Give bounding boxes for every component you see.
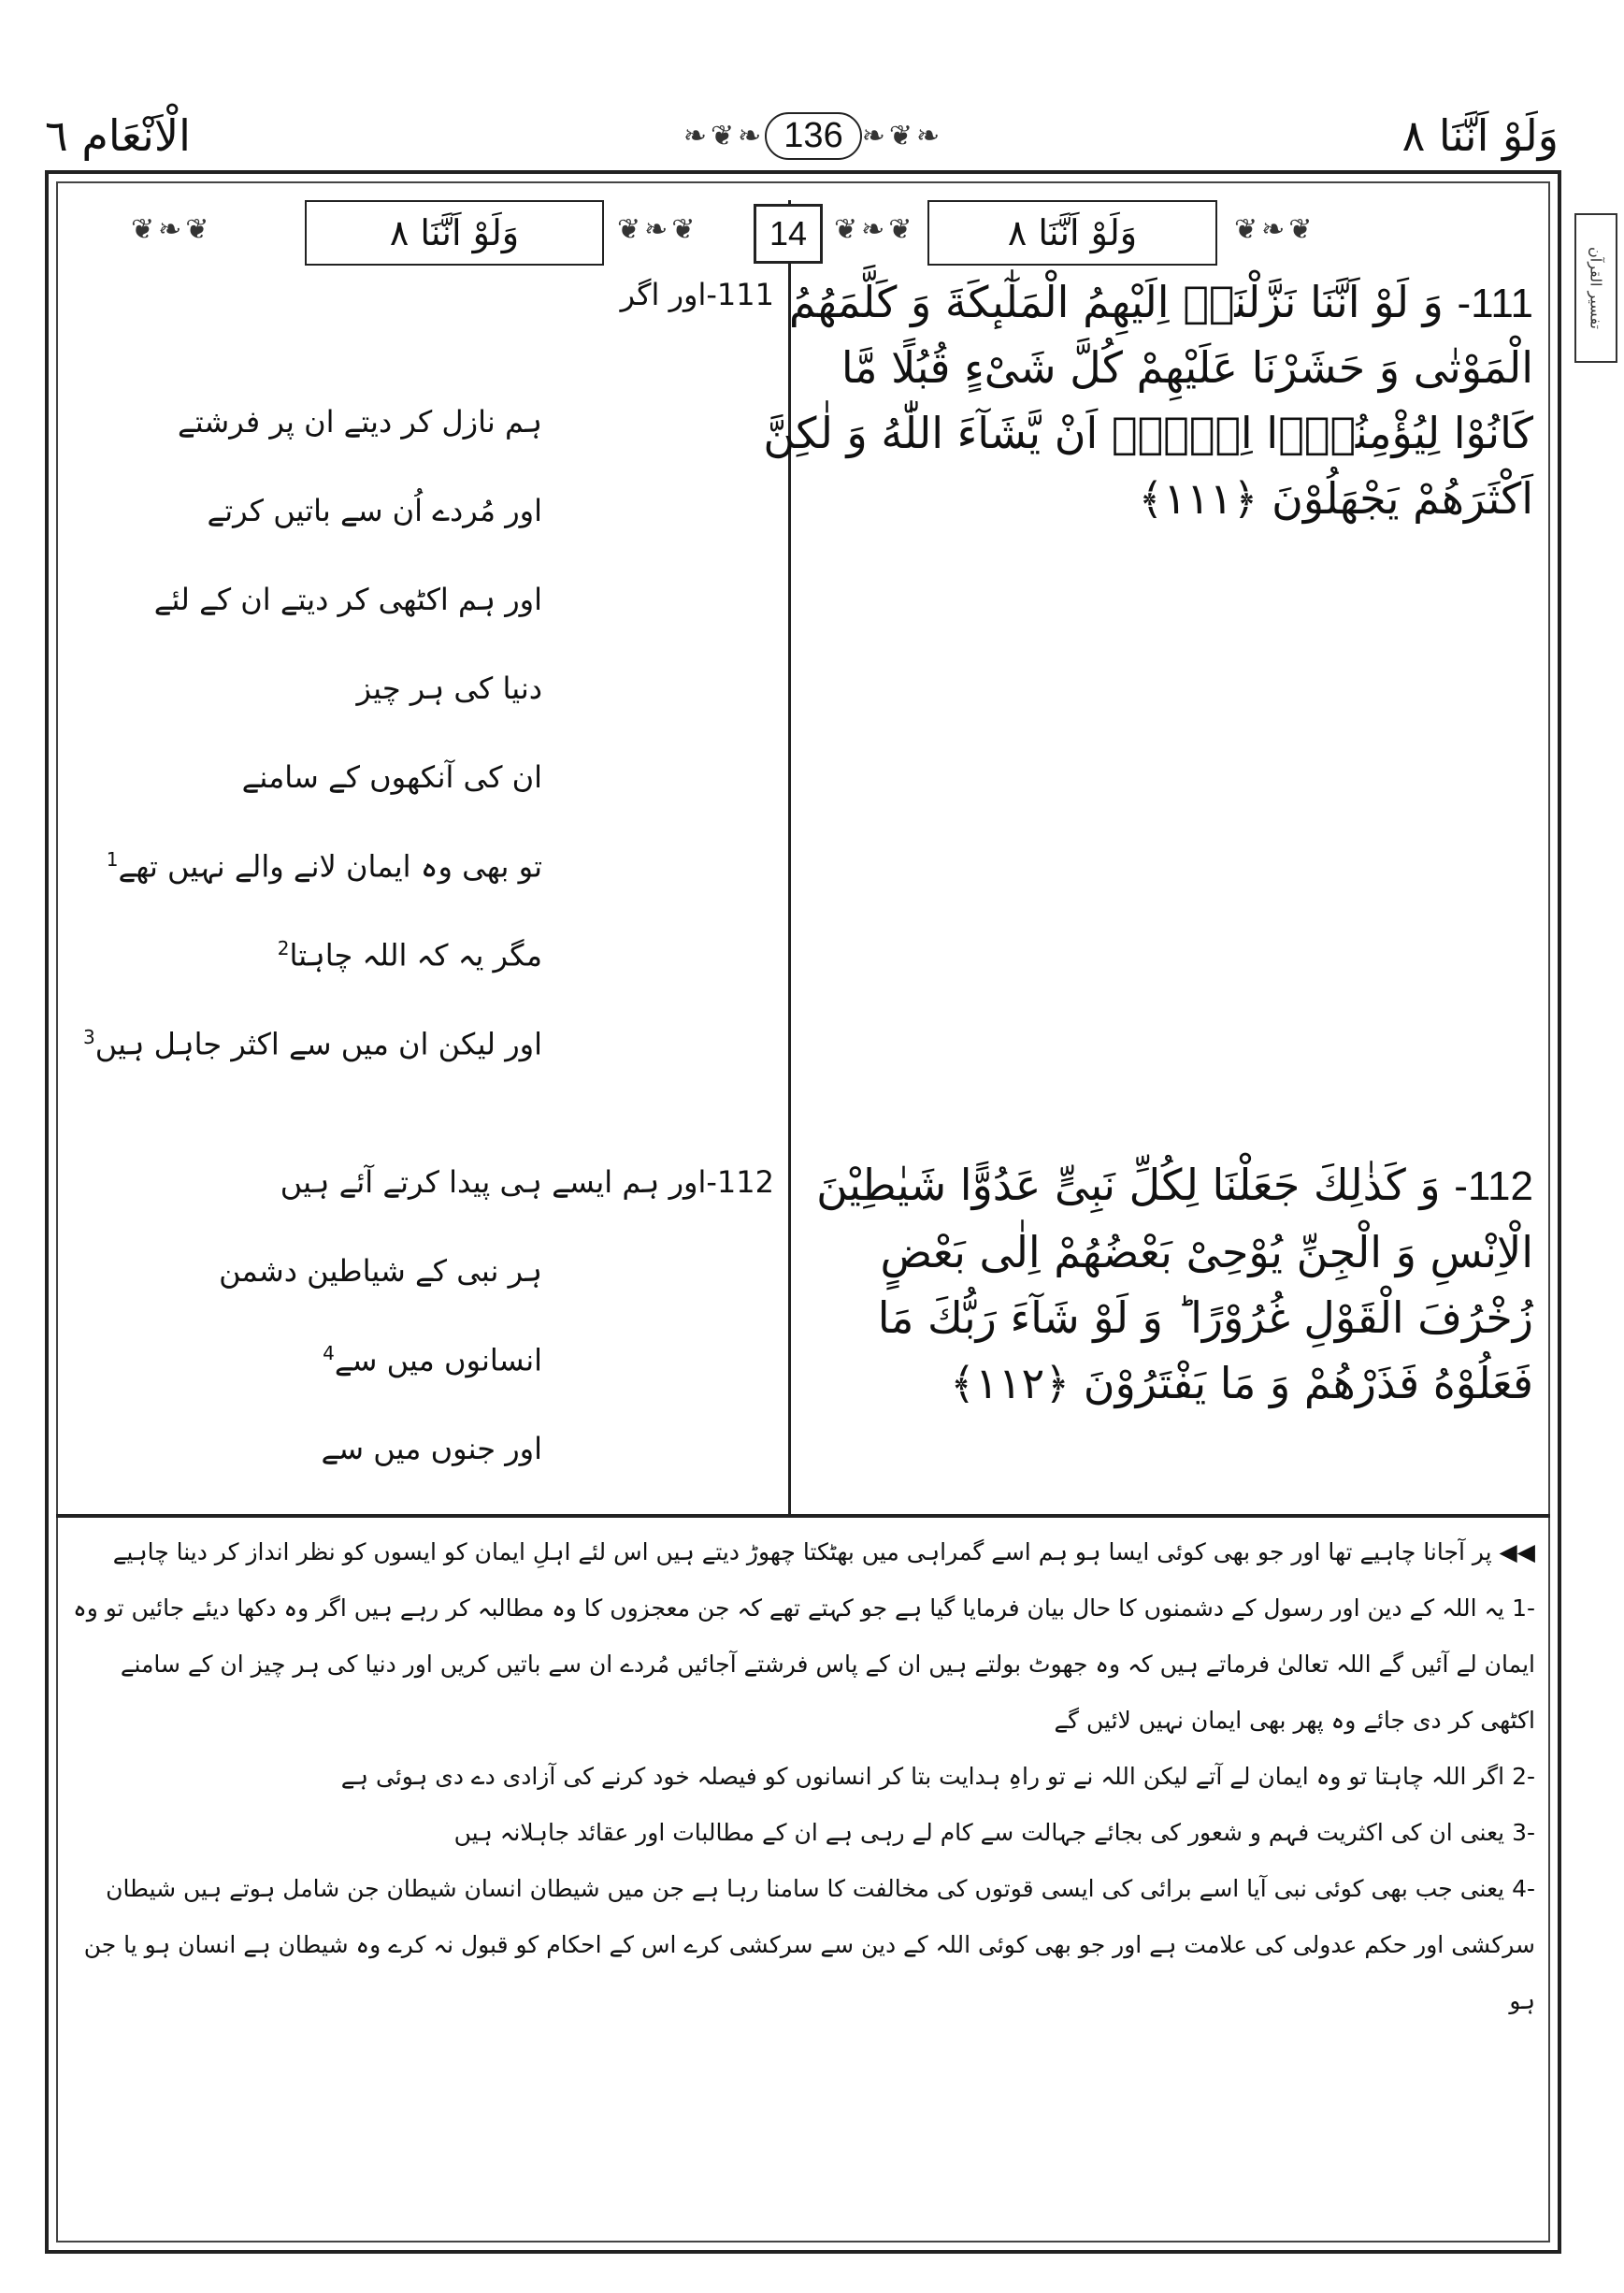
- para-number-box: 14: [754, 204, 823, 264]
- translation-line: اور مُردے اُن سے باتیں کرتے: [207, 493, 542, 528]
- page-number: 136: [765, 112, 861, 160]
- footnote-text: پر آجانا چاہیے تھا اور جو بھی کوئی ایسا ہو ہم اسے گمراہی میں بھٹکتا چھوڑ دیتے ہیں اس لئے اہلِ ایمان کو ایسوں کو نظر انداز کر دینا چاہیے: [112, 1538, 1492, 1565]
- footnote-continuation: [71, 1524, 1535, 1580]
- verse-line: كَانُوْا لِیُؤْمِنُوْۤا اِلَّاۤ اَنْ یَّشَآءَ اللّٰهُ وَ لٰكِنَّ: [763, 408, 1533, 458]
- footnote-marker: -2: [1512, 1763, 1535, 1790]
- arabic-verse-112: [804, 1152, 1533, 1416]
- verse-line: اَكْثَرَهُمْ یَجْهَلُوْنَ ﴿١١١﴾: [1138, 473, 1533, 524]
- footnote-4: [71, 1861, 1535, 2029]
- verse-line: زُخْرُفَ الْقَوْلِ غُرُوْرًا ؕ وَ لَوْ شَآءَ رَبُّكَ مَا: [877, 1292, 1533, 1343]
- footnote-text: اگر اللہ چاہتا تو وہ ایمان لے آتے لیکن اللہ نے تو راہِ ہدایت بتا کر انسانوں کو فیصلہ خود کرنے کی آزادی دے دی ہوئی ہے: [340, 1763, 1505, 1790]
- translation-line: مگر یہ کہ اللہ چاہتا$^2$: [277, 937, 542, 973]
- column-divider: [788, 200, 791, 1514]
- translation-line: اور ہم اکٹھی کر دیتے ان کے لئے: [153, 582, 542, 617]
- translation-line: اور لیکن ان میں سے اکثر جاہل ہیں$^3$: [83, 1026, 542, 1062]
- verse-line: الْمَوْتٰى وَ حَشَرْنَا عَلَیْهِمْ كُلَّ شَیْءٍ قُبُلًا مَّا: [841, 342, 1533, 393]
- translation-line: اور جنوں میں سے: [321, 1431, 542, 1466]
- ornament-icon: ❦❧❦: [131, 213, 213, 246]
- translation-line: ان کی آنکھوں کے سامنے: [241, 759, 542, 795]
- page-number-container: [673, 103, 954, 168]
- arabic-column-title: وَلَوْ اَنَّنَا ٨: [927, 200, 1217, 266]
- footnote-text: یعنی ان کی اکثریت فہم و شعور کی بجائے جہالت سے کام لے رہی ہے ان کے مطالبات اور عقائد جاہلانہ ہیں: [453, 1819, 1505, 1846]
- footnote-3: [71, 1805, 1535, 1861]
- footnote-ref: 3: [83, 1026, 95, 1048]
- verse-line: [788, 269, 1533, 335]
- translation-line: انسانوں میں سے$^4$: [323, 1342, 542, 1378]
- translation-line: 112-اور ہم ایسے ہی پیدا کرتے آئے ہیں: [280, 1164, 774, 1200]
- footnote-marker: -3: [1512, 1819, 1535, 1846]
- verse-text: وَ كَذٰلِكَ جَعَلْنَا لِكُلِّ نَبِیٍّ عَدُوًّا شَیٰطِیْنَ: [816, 1160, 1441, 1210]
- translation-line: تو بھی وہ ایمان لانے والے نہیں تھے$^1$: [106, 848, 542, 885]
- translation-line: ہر نبی کے شیاطین دشمن: [219, 1253, 542, 1289]
- running-header-left: الْاَنْعَام ٦: [45, 110, 191, 161]
- running-header-right: وَلَوْ اَنَّنَا ٨: [1401, 110, 1559, 161]
- footnote-ref: 4: [323, 1342, 335, 1364]
- footnotes: [71, 1524, 1535, 2029]
- verse-number: 112-: [1454, 1163, 1533, 1209]
- ornament-icon: ❦❧❦: [1234, 213, 1316, 246]
- ornament-icon: ❦❧❦: [834, 213, 916, 246]
- flourish-left-icon: ❧❦❧: [683, 119, 766, 152]
- footnote-text: یعنی جب بھی کوئی نبی آیا اسے برائی کی ایسی قوتوں کی مخالفت کا سامنا رہا ہے جن میں شیطان انسان شیطان جن شامل ہوتے ہیں شیطان سرکشی اور حکم عدولی کی علامت ہے اور جو بھی کوئی اللہ کے دین سے سرکشی کرے اس کے احکام کو قبول نہ کرے وہ شیطان ہے انسان ہو یا جن ہو: [83, 1875, 1535, 2014]
- verse-number: 111-: [1457, 281, 1533, 326]
- side-tab: تفسیر القرآن: [1574, 213, 1617, 363]
- verse-line: الْاِنْسِ وَ الْجِنِّ یُوْحِیْ بَعْضُهُمْ اِلٰى بَعْضٍ: [880, 1227, 1533, 1277]
- flourish-right-icon: ❧❦❧: [861, 119, 944, 152]
- footnote-1: [71, 1580, 1535, 1749]
- footnote-ref: 1: [106, 848, 119, 871]
- footnote-divider: [56, 1514, 1550, 1518]
- footnote-2: [71, 1749, 1535, 1805]
- verse-text: وَ لَوْ اَنَّنَا نَزَّلْنَاۤ اِلَیْهِمُ الْمَلٰٓىٕكَةَ وَ كَلَّمَهُمُ: [788, 277, 1444, 327]
- footnote-marker: -1: [1512, 1594, 1535, 1622]
- footnote-marker: -4: [1512, 1875, 1535, 1902]
- urdu-column-title: وَلَوْ اَنَّنَا ٨: [305, 200, 604, 266]
- footnote-text: یہ اللہ کے دین اور رسول کے دشمنوں کا حال بیان فرمایا گیا ہے جو کہتے تھے کہ جن معجزوں کا وہ مطالبہ کر رہے ہیں اگر وہ دکھا دیئے جائیں تو وہ ایمان لے آئیں گے اللہ تعالیٰ فرماتے ہیں کہ وہ جھوٹ بولتے ہیں ان کے پاس فرشتے آجائیں مُردے ان سے باتیں کریں اور دنیا کی ہر چیز ان کے سامنے اکٹھی کر دی جائے وہ پھر بھی ایمان نہیں لائیں گے: [73, 1594, 1535, 1734]
- ornament-icon: ❦❧❦: [617, 213, 699, 246]
- translation-line: 111-اور اگر: [620, 277, 774, 312]
- arabic-verse-111: [763, 269, 1533, 531]
- verse-line: فَعَلُوْهُ فَذَرْهُمْ وَ مَا یَفْتَرُوْنَ ﴿١١٢﴾: [950, 1358, 1533, 1408]
- translation-line: دنیا کی ہر چیز: [356, 671, 542, 706]
- footnote-ref: 2: [277, 937, 290, 959]
- translation-line: ہم نازل کر دیتے ان پر فرشتے: [177, 404, 542, 440]
- arrow-marker-icon: ◀◀: [1499, 1538, 1535, 1565]
- verse-line: [804, 1152, 1533, 1219]
